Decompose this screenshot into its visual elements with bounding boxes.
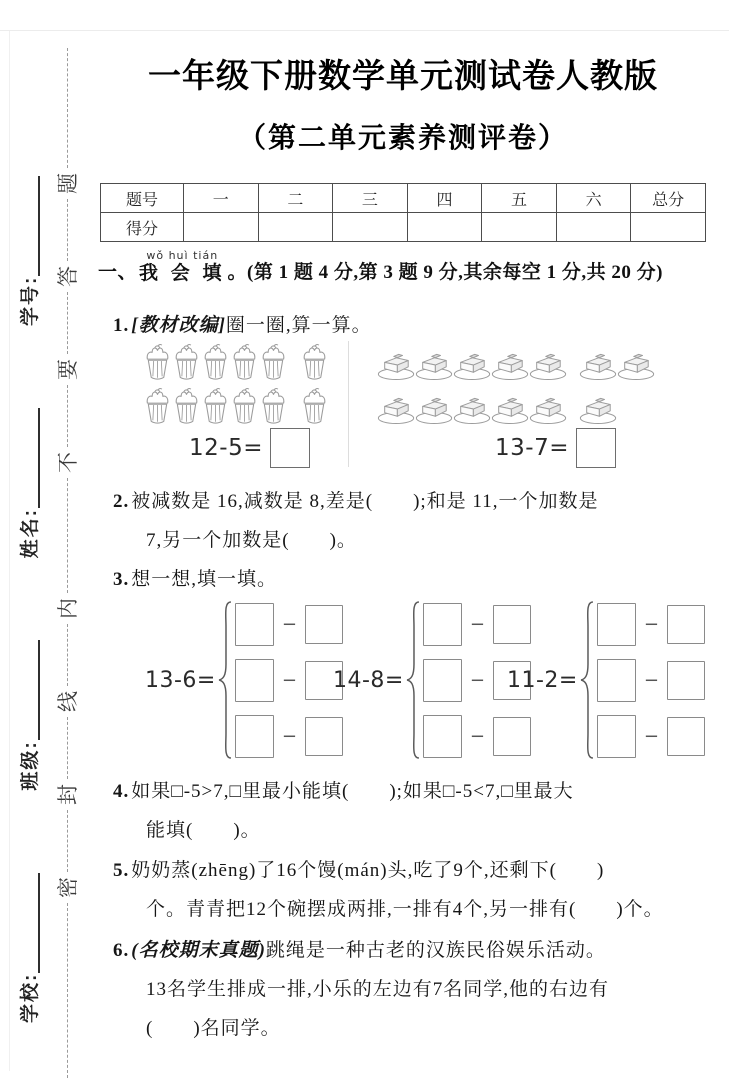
question-3 bbox=[113, 560, 713, 599]
question-6-text: 跳绳是一种古老的汉族民俗娱乐活动。 bbox=[265, 940, 606, 961]
score-cell bbox=[556, 213, 631, 242]
seal-line bbox=[52, 0, 82, 1078]
question-2-number: 2. bbox=[113, 491, 130, 512]
cake-icon bbox=[453, 393, 491, 426]
icon-row bbox=[143, 382, 329, 426]
question-1-number: 1. bbox=[113, 315, 130, 336]
student-field-blank bbox=[13, 408, 40, 508]
minus-sign: − bbox=[469, 725, 485, 747]
seal-char: 不 bbox=[56, 452, 80, 473]
cake-icon bbox=[617, 349, 655, 382]
section-number: 一、 bbox=[98, 262, 138, 283]
cake-icon bbox=[579, 349, 617, 382]
score-header-cell: 六 bbox=[556, 184, 631, 213]
answer-box bbox=[667, 661, 705, 700]
fill-row bbox=[235, 659, 343, 702]
equation-2 bbox=[495, 428, 655, 468]
question-6-line1 bbox=[113, 931, 713, 970]
question-5-text: 奶奶蒸(zhēng)了16个馒(mán)头,吃了9个,还剩下( ) bbox=[131, 860, 605, 881]
score-header-cell: 二 bbox=[258, 184, 333, 213]
question-1-figure bbox=[130, 338, 708, 470]
answer-box bbox=[597, 715, 636, 758]
seal-dash bbox=[67, 385, 68, 447]
student-field-label: 学号: bbox=[20, 275, 41, 327]
seal-dash bbox=[67, 48, 68, 168]
cake-icon bbox=[529, 349, 567, 382]
cupcake-icon bbox=[300, 386, 329, 426]
answer-box bbox=[576, 428, 616, 468]
question-6-tag: (名校期末真题) bbox=[131, 940, 266, 961]
score-cell bbox=[482, 213, 557, 242]
question-5-line1 bbox=[113, 851, 713, 890]
cupcake-panel bbox=[143, 338, 329, 468]
cake-icon bbox=[491, 393, 529, 426]
fill-row bbox=[597, 715, 705, 758]
answer-box bbox=[423, 659, 462, 702]
cupcake-icon bbox=[259, 386, 288, 426]
minus-sign: − bbox=[643, 669, 659, 691]
cupcake-icon bbox=[259, 342, 288, 382]
cake-icon bbox=[529, 393, 567, 426]
cupcake-icon bbox=[143, 342, 172, 382]
question-4-line1 bbox=[113, 772, 713, 811]
question-1-text: 圈一圈,算一算。 bbox=[225, 315, 372, 336]
score-cell bbox=[258, 213, 333, 242]
equation-2-label: 13-7= bbox=[495, 435, 569, 461]
score-header-cell: 五 bbox=[482, 184, 557, 213]
question-3-text: 想一想,填一填。 bbox=[131, 569, 278, 590]
page-left-edge bbox=[9, 31, 10, 1071]
seal-dash bbox=[67, 478, 68, 593]
score-header-cell: 三 bbox=[333, 184, 408, 213]
cupcake-icon bbox=[300, 342, 329, 382]
seal-char: 线 bbox=[56, 691, 80, 712]
page-title: 一年级下册数学单元测试卷人教版 bbox=[148, 57, 658, 94]
student-info-rail bbox=[13, 0, 51, 1078]
group-label: 14-8= bbox=[333, 667, 404, 693]
student-field-blank bbox=[13, 873, 40, 973]
page-top-edge bbox=[0, 30, 729, 31]
score-header-cell: 题号 bbox=[101, 184, 184, 213]
cake-icon bbox=[377, 349, 415, 382]
answer-box bbox=[270, 428, 310, 468]
score-header-cell: 总分 bbox=[631, 184, 706, 213]
fill-row bbox=[597, 659, 705, 702]
minus-sign: − bbox=[281, 669, 297, 691]
seal-char: 答 bbox=[56, 266, 80, 287]
score-header-cell: 四 bbox=[407, 184, 482, 213]
question-2-text: 被减数是 16,减数是 8,差是( );和是 11,一个加数是 bbox=[131, 491, 599, 512]
subtraction-group bbox=[333, 596, 531, 764]
icon-row bbox=[143, 338, 329, 382]
minus-sign: − bbox=[281, 725, 297, 747]
question-4 bbox=[113, 772, 713, 850]
cupcake-icon bbox=[172, 342, 201, 382]
fill-row bbox=[235, 715, 343, 758]
score-table bbox=[100, 183, 706, 242]
answer-box bbox=[667, 717, 705, 756]
question-5-line2: 个。青青把12个碗摆成两排,一排有4个,另一排有( )个。 bbox=[146, 899, 664, 920]
cake-icon bbox=[453, 349, 491, 382]
answer-box bbox=[423, 603, 462, 646]
score-row-label: 得分 bbox=[101, 213, 184, 242]
answer-box bbox=[597, 659, 636, 702]
cake-icon bbox=[377, 393, 415, 426]
equation-1 bbox=[189, 428, 329, 468]
score-cell bbox=[333, 213, 408, 242]
question-5 bbox=[113, 851, 713, 929]
fill-row bbox=[235, 603, 343, 646]
question-4-line2: 能填( )。 bbox=[146, 820, 261, 841]
icon-row bbox=[377, 382, 655, 426]
minus-sign: − bbox=[643, 725, 659, 747]
brace-icon bbox=[579, 599, 595, 761]
student-field-label: 学校: bbox=[20, 972, 41, 1023]
answer-box bbox=[235, 715, 274, 758]
seal-char: 密 bbox=[56, 877, 80, 898]
cupcake-rows bbox=[143, 338, 329, 426]
section-title-ruby bbox=[139, 250, 226, 286]
score-cell bbox=[407, 213, 482, 242]
group-label: 13-6= bbox=[145, 667, 216, 693]
cake-icon bbox=[491, 349, 529, 382]
score-value-row bbox=[101, 213, 706, 242]
seal-char: 题 bbox=[56, 173, 80, 194]
student-field-label: 姓名: bbox=[20, 508, 41, 559]
question-3-number: 3. bbox=[113, 569, 130, 590]
fill-row bbox=[597, 603, 705, 646]
question-6-line3: ( )名同学。 bbox=[146, 1018, 281, 1039]
figure-divider bbox=[348, 341, 349, 467]
minus-sign: − bbox=[469, 613, 485, 635]
question-2-line1 bbox=[113, 482, 713, 521]
cupcake-icon bbox=[201, 386, 230, 426]
question-4-number: 4. bbox=[113, 781, 130, 802]
section-score-note: 。(第 1 题 4 分,第 3 题 9 分,其余每空 1 分,共 20 分) bbox=[227, 262, 663, 283]
student-field-blank bbox=[13, 640, 40, 740]
seal-dash bbox=[67, 810, 68, 872]
question-1-tag: [教材改编] bbox=[131, 315, 226, 336]
pinyin-label: wǒ huì tián bbox=[146, 249, 219, 262]
question-3-diagram bbox=[145, 596, 705, 764]
seal-dash bbox=[67, 717, 68, 779]
seal-char: 要 bbox=[56, 359, 80, 380]
score-cell bbox=[184, 213, 259, 242]
question-6 bbox=[113, 931, 713, 1048]
question-5-number: 5. bbox=[113, 860, 130, 881]
minus-sign: − bbox=[469, 669, 485, 691]
group-label: 11-2= bbox=[507, 667, 578, 693]
seal-dash bbox=[67, 624, 68, 686]
cake-icon bbox=[415, 393, 453, 426]
minus-sign: − bbox=[281, 613, 297, 635]
seal-char: 封 bbox=[56, 784, 80, 805]
brace-icon bbox=[405, 599, 421, 761]
score-cell bbox=[631, 213, 706, 242]
cupcake-icon bbox=[172, 386, 201, 426]
answer-box bbox=[667, 605, 705, 644]
seal-char: 内 bbox=[56, 598, 80, 619]
answer-box bbox=[597, 603, 636, 646]
cupcake-icon bbox=[201, 342, 230, 382]
subtraction-group bbox=[507, 596, 705, 764]
section-title-chars: 我 会 填 bbox=[139, 263, 226, 284]
seal-dash bbox=[67, 292, 68, 354]
cupcake-icon bbox=[143, 386, 172, 426]
cake-rows bbox=[377, 338, 655, 426]
cake-icon bbox=[579, 393, 617, 426]
question-6-number: 6. bbox=[113, 940, 130, 961]
question-4-text: 如果□-5>7,□里最小能填( );如果□-5<7,□里最大 bbox=[131, 781, 574, 802]
cake-panel bbox=[377, 338, 655, 468]
answer-box bbox=[235, 603, 274, 646]
page-subtitle: （第二单元素养测评卷） bbox=[237, 122, 568, 153]
score-header-cell: 一 bbox=[184, 184, 259, 213]
student-field-label: 班级: bbox=[20, 740, 41, 791]
seal-dash bbox=[67, 903, 68, 1078]
cupcake-icon bbox=[230, 342, 259, 382]
answer-box bbox=[235, 659, 274, 702]
minus-sign: − bbox=[643, 613, 659, 635]
answer-box bbox=[423, 715, 462, 758]
equation-1-label: 12-5= bbox=[189, 435, 263, 461]
score-header-row bbox=[101, 184, 706, 213]
seal-dash bbox=[67, 199, 68, 261]
question-6-line2: 13名学生排成一排,小乐的左边有7名同学,他的右边有 bbox=[146, 979, 610, 1000]
cake-icon bbox=[415, 349, 453, 382]
cupcake-icon bbox=[230, 386, 259, 426]
question-2 bbox=[113, 482, 713, 560]
brace-icon bbox=[217, 599, 233, 761]
section-1-heading bbox=[98, 250, 712, 286]
student-field-blank bbox=[13, 176, 40, 276]
icon-row bbox=[377, 338, 655, 382]
subtraction-group bbox=[145, 596, 343, 764]
question-2-line2: 7,另一个加数是( )。 bbox=[146, 530, 357, 551]
